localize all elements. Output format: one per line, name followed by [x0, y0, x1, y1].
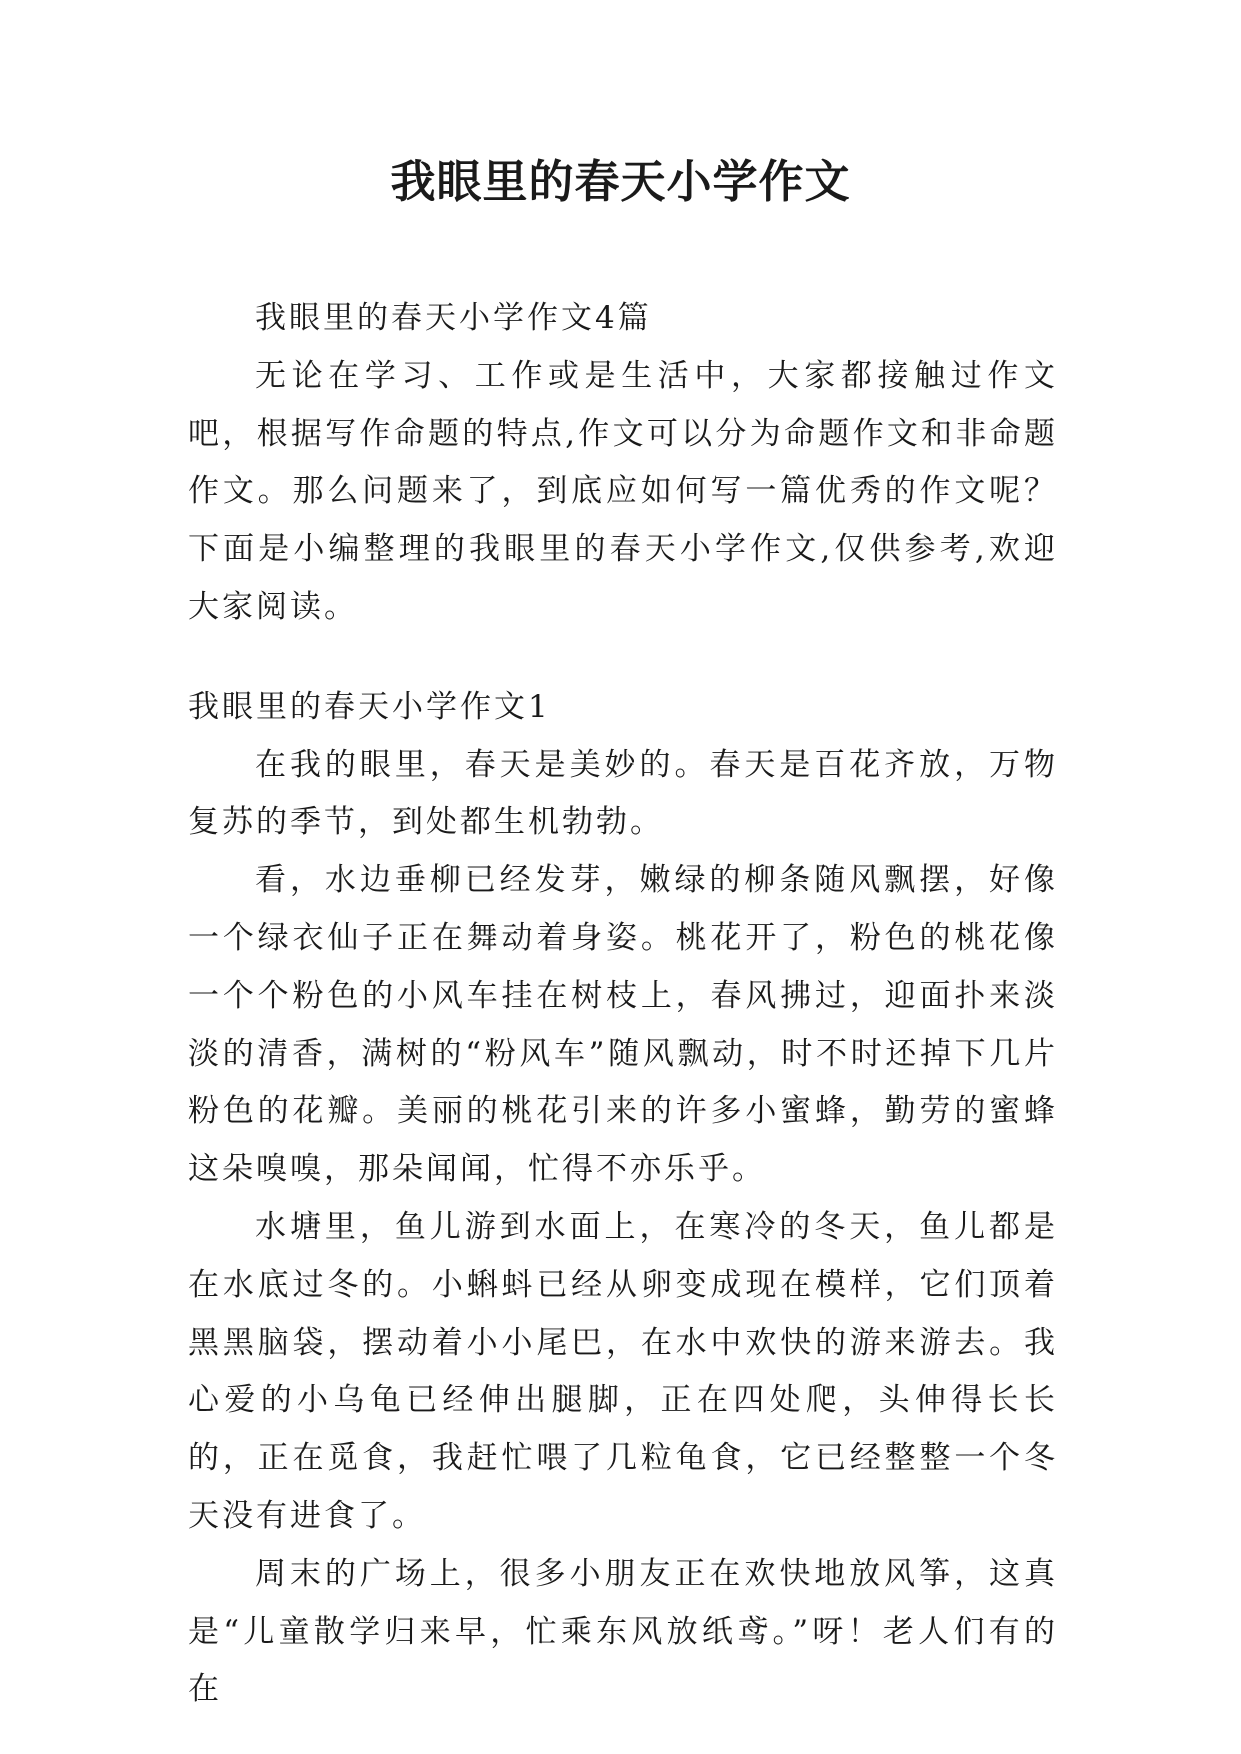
intro-paragraph: 无论在学习、工作或是生活中，大家都接触过作文吧，根据写作命题的特点,作文可以分为命题作文和非命题作文。那么问题来了，到底应如何写一篇优秀的作文呢？下面是小编整理的我眼里的春天小学作文,仅供参考,欢迎大家阅读。 — [188, 357, 1058, 625]
essay-1-heading: 我眼里的春天小学作文1 — [188, 688, 551, 725]
document-body — [188, 290, 1058, 1719]
essay-paragraph: 水塘里，鱼儿游到水面上，在寒冷的冬天，鱼儿都是在水底过冬的。小蝌蚪已经从卵变成现在模样，它们顶着黑黑脑袋，摆动着小小尾巴，在水中欢快的游来游去。我心爱的小乌龟已经伸出腿脚，正在四处爬，头伸得长长的，正在觅食，我赶忙喂了几粒龟食，它已经整整一个冬天没有进食了。 — [188, 1208, 1058, 1534]
essay-paragraph: 在我的眼里，春天是美妙的。春天是百花齐放，万物复苏的季节，到处都生机勃勃。 — [188, 746, 1058, 841]
essay-paragraph: 周末的广场上，很多小朋友正在欢快地放风筝，这真是“儿童散学归来早，忙乘东风放纸鸢。”呀！老人们有的在 — [188, 1555, 1058, 1708]
essay-paragraph: 看，水边垂柳已经发芽，嫩绿的柳条随风飘摆，好像一个绿衣仙子正在舞动着身姿。桃花开了，粉色的桃花像一个个粉色的小风车挂在树枝上，春风拂过，迎面扑来淡淡的清香，满树的“粉风车”随风飘动，时不时还掉下几片粉色的花瓣。美丽的桃花引来的许多小蜜蜂，勤劳的蜜蜂这朵嗅嗅，那朵闻闻，忙得不亦乐乎。 — [188, 862, 1058, 1188]
section-gap — [188, 637, 1058, 679]
intro-heading: 我眼里的春天小学作文4篇 — [255, 300, 652, 336]
document-title: 我眼里的春天小学作文 — [390, 155, 851, 208]
